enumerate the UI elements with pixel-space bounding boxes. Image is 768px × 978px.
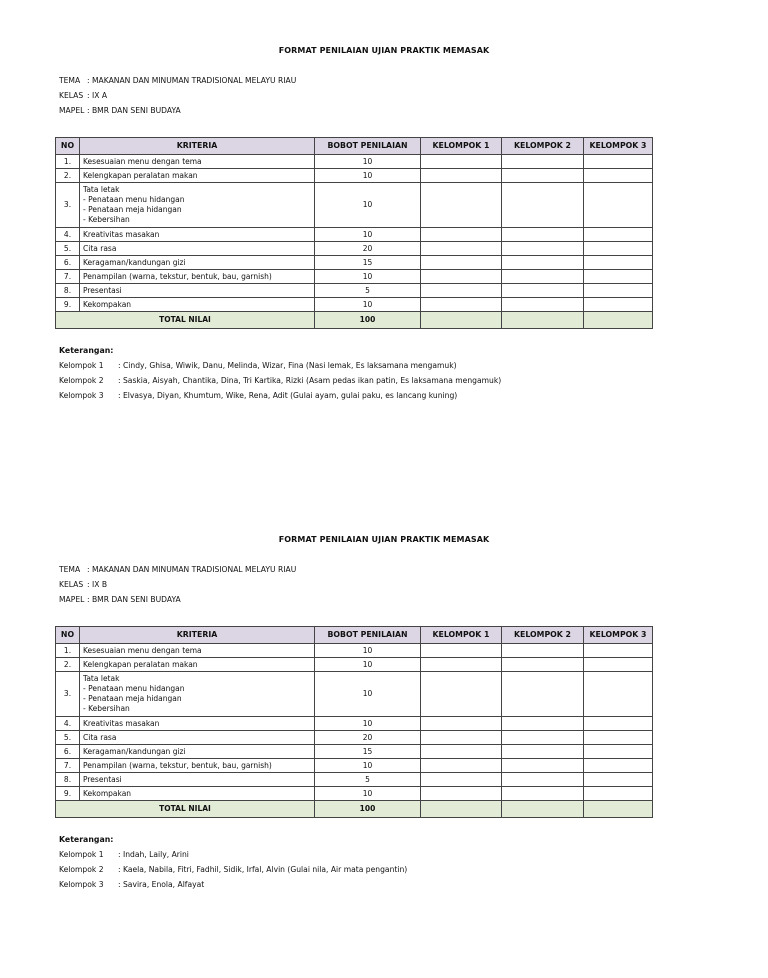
cell-score-k2[interactable] [502, 672, 584, 717]
cell-score-k2[interactable] [502, 169, 584, 183]
table-row [56, 155, 653, 169]
table-row [56, 183, 653, 228]
cell-score-k1[interactable] [421, 155, 502, 169]
cell-criteria [80, 183, 315, 228]
form-title: FORMAT PENILAIAN UJIAN PRAKTIK MEMASAK [278, 46, 490, 55]
total-k1[interactable] [421, 801, 502, 818]
cell-bobot: 5 [315, 284, 421, 298]
keterangan-row [59, 877, 407, 892]
cell-score-k3[interactable] [584, 787, 653, 801]
table-row [56, 256, 653, 270]
cell-bobot: 10 [315, 155, 421, 169]
cell-bobot: 10 [315, 169, 421, 183]
cell-score-k3[interactable] [584, 298, 653, 312]
keterangan-list [59, 847, 407, 892]
cell-score-k1[interactable] [421, 183, 502, 228]
cell-score-k2[interactable] [502, 787, 584, 801]
cell-score-k1[interactable] [421, 759, 502, 773]
cell-score-k1[interactable] [421, 228, 502, 242]
criteria-line: - Kebersihan [83, 704, 130, 713]
cell-no: 2. [56, 658, 80, 672]
total-value: 100 [315, 312, 421, 329]
criteria-line: Tata letak [83, 185, 120, 194]
cell-score-k3[interactable] [584, 183, 653, 228]
assessment-table [55, 137, 653, 329]
keterangan-key: Kelompok 2 [59, 376, 104, 385]
cell-score-k1[interactable] [421, 717, 502, 731]
cell-score-k1[interactable] [421, 298, 502, 312]
cell-bobot: 10 [315, 717, 421, 731]
header-kelompok-1: KELOMPOK 1 [421, 138, 502, 155]
cell-bobot: 10 [315, 228, 421, 242]
cell-score-k1[interactable] [421, 169, 502, 183]
cell-no: 6. [56, 745, 80, 759]
keterangan-value: : Indah, Laily, Arini [118, 850, 189, 859]
table-row [56, 787, 653, 801]
cell-score-k2[interactable] [502, 731, 584, 745]
keterangan-title: Keterangan: [59, 835, 114, 844]
cell-bobot: 10 [315, 787, 421, 801]
cell-criteria: Kelengkapan peralatan makan [80, 658, 315, 672]
cell-score-k1[interactable] [421, 644, 502, 658]
cell-no: 5. [56, 242, 80, 256]
meta-row-mapel [59, 592, 296, 607]
cell-score-k2[interactable] [502, 270, 584, 284]
header-kelompok-2: KELOMPOK 2 [502, 627, 584, 644]
table-row [56, 228, 653, 242]
total-k1[interactable] [421, 312, 502, 329]
header-bobot: BOBOT PENILAIAN [315, 138, 421, 155]
cell-no: 8. [56, 284, 80, 298]
meta-key: MAPEL [59, 106, 85, 115]
meta-row-tema [59, 73, 296, 88]
cell-score-k3[interactable] [584, 155, 653, 169]
cell-criteria: Keragaman/kandungan gizi [80, 256, 315, 270]
cell-score-k1[interactable] [421, 270, 502, 284]
total-row [56, 801, 653, 818]
cell-no: 2. [56, 169, 80, 183]
cell-no: 5. [56, 731, 80, 745]
header-no: NO [56, 138, 80, 155]
cell-score-k1[interactable] [421, 745, 502, 759]
cell-no: 7. [56, 270, 80, 284]
keterangan-title: Keterangan: [59, 346, 114, 355]
cell-score-k2[interactable] [502, 155, 584, 169]
cell-score-k3[interactable] [584, 773, 653, 787]
keterangan-value: : Cindy, Ghisa, Wiwik, Danu, Melinda, Wizar, Fina (Nasi lemak, Es laksamana mengamuk) [118, 361, 457, 370]
cell-bobot: 10 [315, 672, 421, 717]
cell-score-k1[interactable] [421, 658, 502, 672]
table-header-row [56, 627, 653, 644]
cell-score-k3[interactable] [584, 228, 653, 242]
cell-criteria: Penampilan (warna, tekstur, bentuk, bau, garnish) [80, 759, 315, 773]
cell-score-k3[interactable] [584, 672, 653, 717]
table-row [56, 298, 653, 312]
keterangan-row [59, 847, 407, 862]
cell-criteria: Cita rasa [80, 731, 315, 745]
cell-score-k3[interactable] [584, 284, 653, 298]
total-k2[interactable] [502, 312, 584, 329]
header-kriteria: KRITERIA [80, 138, 315, 155]
cell-bobot: 10 [315, 658, 421, 672]
header-kelompok-3: KELOMPOK 3 [584, 627, 653, 644]
assessment-table [55, 626, 653, 818]
meta-value: : BMR DAN SENI BUDAYA [87, 595, 181, 604]
cell-no: 9. [56, 298, 80, 312]
cell-score-k2[interactable] [502, 228, 584, 242]
cell-criteria: Keragaman/kandungan gizi [80, 745, 315, 759]
table-row [56, 658, 653, 672]
cell-criteria: Presentasi [80, 773, 315, 787]
cell-bobot: 10 [315, 759, 421, 773]
criteria-line: Tata letak [83, 674, 120, 683]
cell-score-k1[interactable] [421, 731, 502, 745]
keterangan-value: : Elvasya, Diyan, Khumtum, Wike, Rena, Adit (Gulai ayam, gulai paku, es lancang kuning) [118, 391, 458, 400]
total-k3[interactable] [584, 801, 653, 818]
criteria-line: - Kebersihan [83, 215, 130, 224]
keterangan-value: : Kaela, Nabila, Fitri, Fadhil, Sidik, Irfal, Alvin (Gulai nila, Air mata pengantin) [118, 865, 408, 874]
cell-no: 6. [56, 256, 80, 270]
cell-bobot: 10 [315, 183, 421, 228]
cell-score-k1[interactable] [421, 242, 502, 256]
cell-no: 9. [56, 787, 80, 801]
cell-score-k2[interactable] [502, 759, 584, 773]
cell-score-k3[interactable] [584, 270, 653, 284]
cell-bobot: 10 [315, 270, 421, 284]
cell-criteria: Kelengkapan peralatan makan [80, 169, 315, 183]
keterangan-list [59, 358, 501, 403]
cell-score-k2[interactable] [502, 658, 584, 672]
meta-key: MAPEL [59, 595, 85, 604]
cell-score-k2[interactable] [502, 284, 584, 298]
cell-no: 1. [56, 644, 80, 658]
meta-value: : IX B [87, 580, 108, 589]
total-row [56, 312, 653, 329]
cell-score-k3[interactable] [584, 644, 653, 658]
keterangan-row [59, 862, 407, 877]
cell-score-k3[interactable] [584, 169, 653, 183]
meta-row-kelas [59, 88, 296, 103]
cell-bobot: 20 [315, 242, 421, 256]
table-row [56, 644, 653, 658]
keterangan-key: Kelompok 3 [59, 391, 104, 400]
table-row [56, 672, 653, 717]
table-row [56, 284, 653, 298]
header-bobot: BOBOT PENILAIAN [315, 627, 421, 644]
criteria-line: - Penataan meja hidangan [83, 694, 182, 703]
meta-value: : BMR DAN SENI BUDAYA [87, 106, 181, 115]
cell-bobot: 15 [315, 256, 421, 270]
cell-score-k3[interactable] [584, 256, 653, 270]
meta-row-tema [59, 562, 296, 577]
table-row [56, 773, 653, 787]
keterangan-row [59, 358, 501, 373]
meta-value: : MAKANAN DAN MINUMAN TRADISIONAL MELAYU RIAU [87, 565, 297, 574]
table-header-row [56, 138, 653, 155]
header-kelompok-2: KELOMPOK 2 [502, 138, 584, 155]
cell-score-k1[interactable] [421, 773, 502, 787]
meta-key: KELAS [59, 91, 84, 100]
keterangan-key: Kelompok 1 [59, 850, 104, 859]
meta-row-kelas [59, 577, 296, 592]
keterangan-row [59, 373, 501, 388]
cell-score-k2[interactable] [502, 745, 584, 759]
criteria-line: - Penataan meja hidangan [83, 205, 182, 214]
cell-criteria: Penampilan (warna, tekstur, bentuk, bau, garnish) [80, 270, 315, 284]
criteria-line: - Penataan menu hidangan [83, 195, 185, 204]
total-label: TOTAL NILAI [56, 312, 315, 329]
header-no: NO [56, 627, 80, 644]
cell-score-k3[interactable] [584, 717, 653, 731]
form-meta [59, 562, 296, 607]
cell-score-k3[interactable] [584, 759, 653, 773]
cell-score-k2[interactable] [502, 183, 584, 228]
cell-score-k3[interactable] [584, 242, 653, 256]
cell-criteria: Kekompakan [80, 787, 315, 801]
meta-value: : MAKANAN DAN MINUMAN TRADISIONAL MELAYU RIAU [87, 76, 297, 85]
table-row [56, 169, 653, 183]
total-value: 100 [315, 801, 421, 818]
cell-no: 7. [56, 759, 80, 773]
cell-score-k3[interactable] [584, 745, 653, 759]
cell-score-k1[interactable] [421, 672, 502, 717]
cell-no: 1. [56, 155, 80, 169]
cell-score-k2[interactable] [502, 717, 584, 731]
cell-no: 3. [56, 672, 80, 717]
cell-score-k2[interactable] [502, 773, 584, 787]
table-row [56, 745, 653, 759]
cell-criteria: Kesesuaian menu dengan tema [80, 644, 315, 658]
form-meta [59, 73, 296, 118]
criteria-line: - Penataan menu hidangan [83, 684, 185, 693]
cell-score-k1[interactable] [421, 284, 502, 298]
cell-score-k2[interactable] [502, 242, 584, 256]
cell-score-k1[interactable] [421, 256, 502, 270]
cell-bobot: 10 [315, 644, 421, 658]
cell-no: 8. [56, 773, 80, 787]
cell-no: 4. [56, 717, 80, 731]
keterangan-key: Kelompok 3 [59, 880, 104, 889]
header-kriteria: KRITERIA [80, 627, 315, 644]
total-k2[interactable] [502, 801, 584, 818]
header-kelompok-1: KELOMPOK 1 [421, 627, 502, 644]
table-row [56, 270, 653, 284]
cell-criteria: Kreativitas masakan [80, 717, 315, 731]
header-kelompok-3: KELOMPOK 3 [584, 138, 653, 155]
meta-row-mapel [59, 103, 296, 118]
cell-score-k1[interactable] [421, 787, 502, 801]
form-title: FORMAT PENILAIAN UJIAN PRAKTIK MEMASAK [278, 535, 490, 544]
table-row [56, 731, 653, 745]
total-label: TOTAL NILAI [56, 801, 315, 818]
cell-score-k2[interactable] [502, 298, 584, 312]
keterangan-value: : Savira, Enola, Alfayat [118, 880, 205, 889]
meta-key: KELAS [59, 580, 84, 589]
cell-no: 3. [56, 183, 80, 228]
cell-bobot: 15 [315, 745, 421, 759]
cell-criteria: Cita rasa [80, 242, 315, 256]
keterangan-row [59, 388, 501, 403]
keterangan-key: Kelompok 1 [59, 361, 104, 370]
table-row [56, 759, 653, 773]
keterangan-value: : Saskia, Aisyah, Chantika, Dina, Tri Kartika, Rizki (Asam pedas ikan patin, Es laksamana mengamuk) [118, 376, 502, 385]
meta-value: : IX A [87, 91, 108, 100]
cell-criteria: Kesesuaian menu dengan tema [80, 155, 315, 169]
cell-score-k3[interactable] [584, 658, 653, 672]
meta-key: TEMA [59, 565, 81, 574]
cell-score-k3[interactable] [584, 731, 653, 745]
keterangan-key: Kelompok 2 [59, 865, 104, 874]
meta-key: TEMA [59, 76, 81, 85]
cell-criteria [80, 672, 315, 717]
cell-criteria: Kekompakan [80, 298, 315, 312]
cell-criteria: Kreativitas masakan [80, 228, 315, 242]
cell-criteria: Presentasi [80, 284, 315, 298]
total-k3[interactable] [584, 312, 653, 329]
cell-bobot: 10 [315, 298, 421, 312]
cell-bobot: 20 [315, 731, 421, 745]
cell-score-k2[interactable] [502, 644, 584, 658]
table-row [56, 717, 653, 731]
cell-score-k2[interactable] [502, 256, 584, 270]
cell-bobot: 5 [315, 773, 421, 787]
table-row [56, 242, 653, 256]
cell-no: 4. [56, 228, 80, 242]
